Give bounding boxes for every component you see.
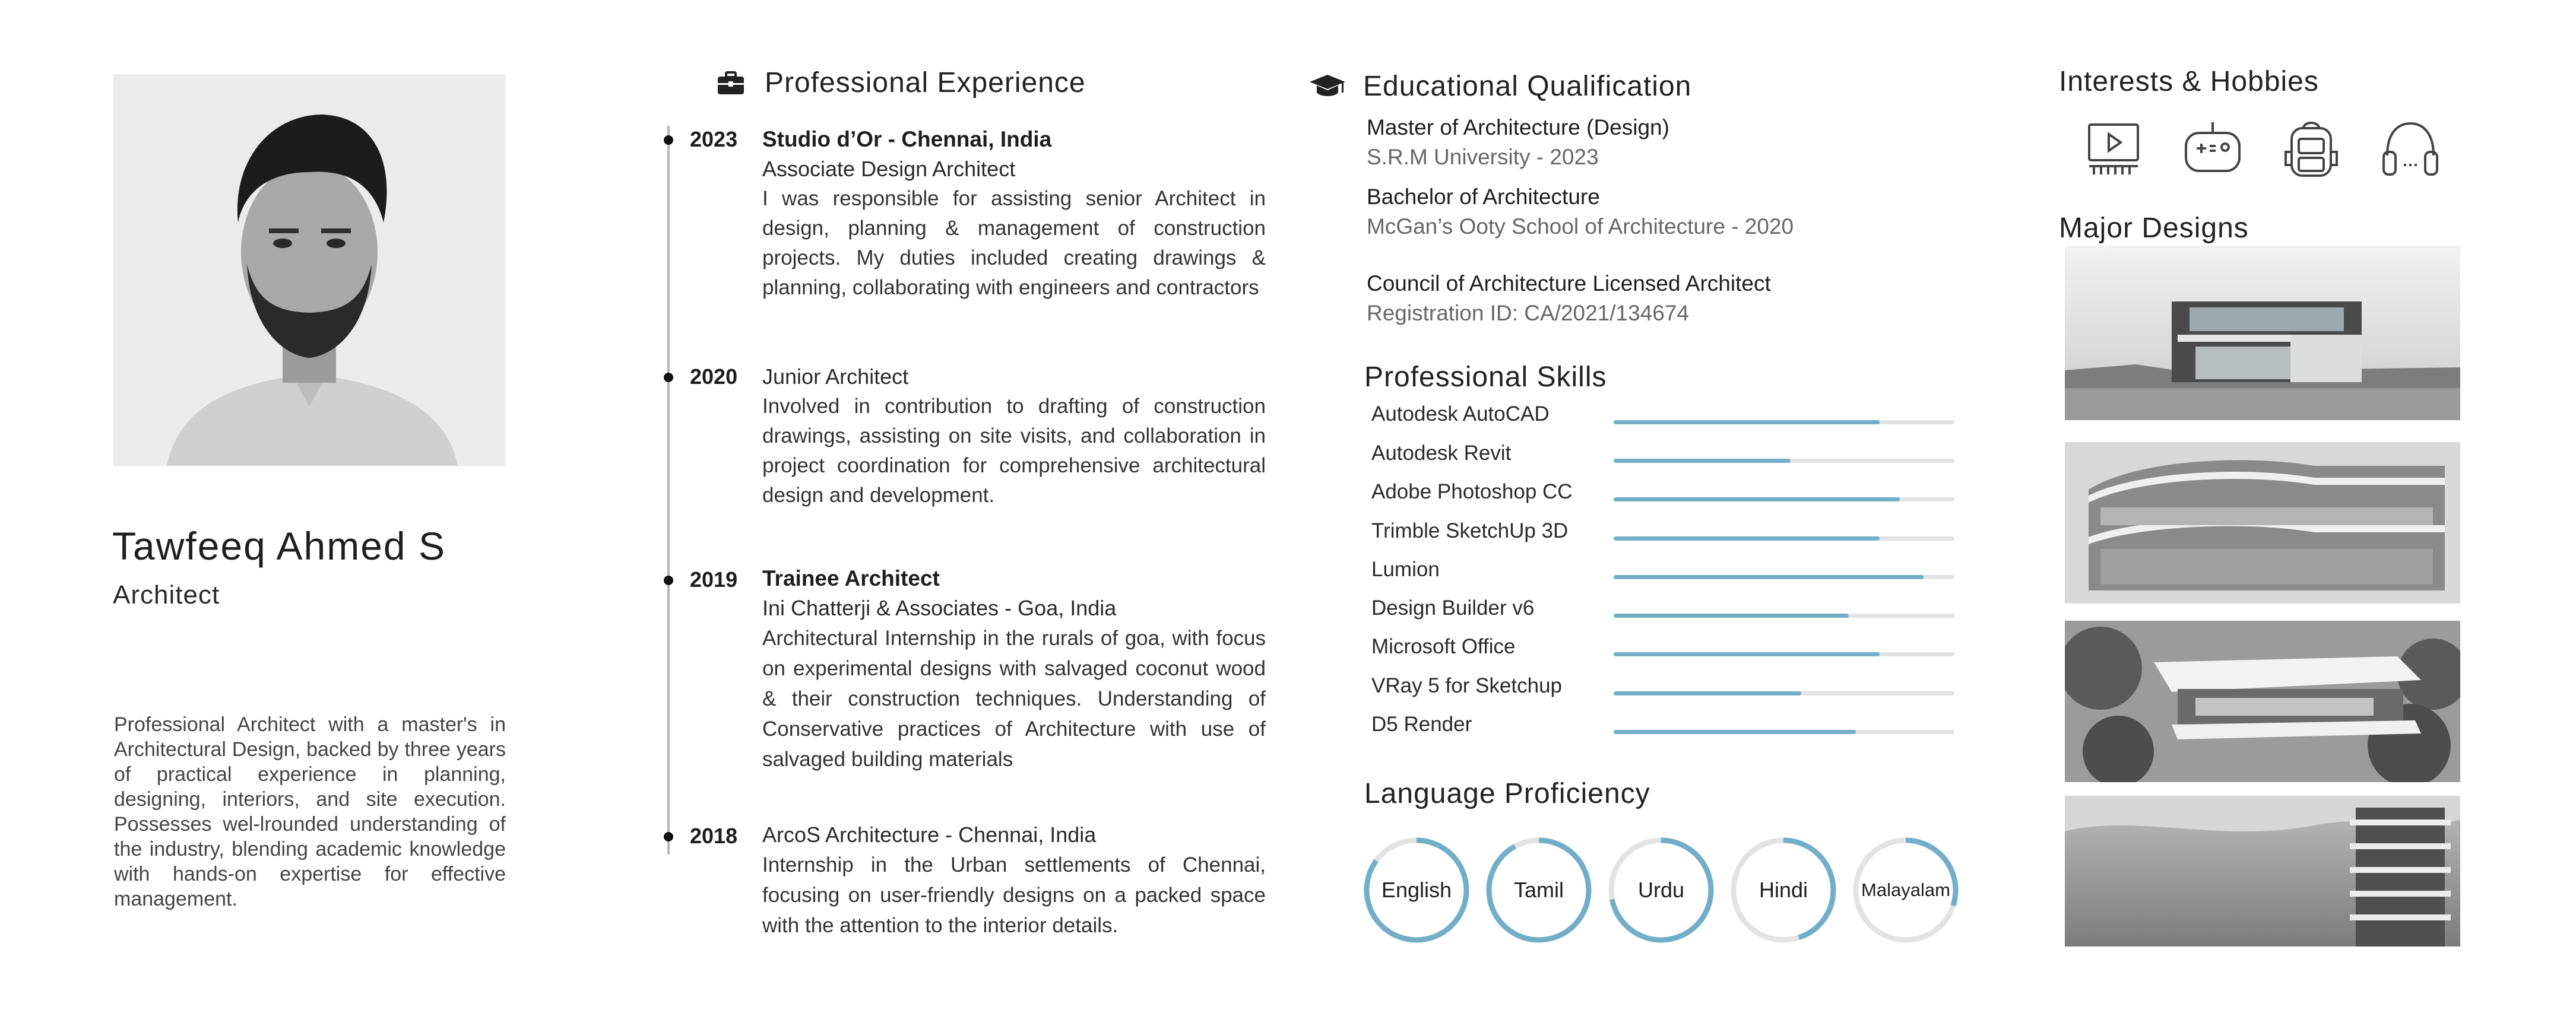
video-editing-icon xyxy=(2081,116,2146,182)
language-ring xyxy=(1363,837,1470,944)
experience-company: ArcoS Architecture - Chennai, India xyxy=(762,822,1097,847)
timeline-year: 2020 xyxy=(690,364,738,389)
language-name: English xyxy=(1381,878,1452,902)
language-ring xyxy=(1608,837,1715,944)
skills-title: Professional Skills xyxy=(1364,361,1607,393)
language-name: Malayalam xyxy=(1861,879,1950,900)
design-image-tower xyxy=(2065,796,2460,947)
skill-bar-fill xyxy=(1614,575,1924,579)
person-portrait-icon xyxy=(113,74,505,466)
skill-label: Adobe Photoshop CC xyxy=(1371,480,1573,503)
skill-label: D5 Render xyxy=(1371,713,1472,736)
skill-label: Autodesk AutoCAD xyxy=(1371,402,1550,425)
timeline-dot xyxy=(664,576,673,585)
skill-label: Autodesk Revit xyxy=(1371,442,1512,465)
design-image-institution xyxy=(2065,621,2460,782)
skill-bar-fill xyxy=(1614,652,1880,656)
skill-bar xyxy=(1614,691,1954,695)
experience-description: I was responsible for assisting senior Architect in design, planning & management of construction projects. My duties included creating drawings & planning, collaborating with engineers and contractors xyxy=(762,187,1266,299)
education-title: Educational Qualification xyxy=(1363,71,1692,102)
skill-bar xyxy=(1614,420,1954,424)
skill-label: VRay 5 for Sketchup xyxy=(1371,674,1562,697)
license-id: Registration ID: CA/2021/134674 xyxy=(1367,301,1690,325)
skill-bar-fill xyxy=(1614,730,1856,734)
designs-title: Major Designs xyxy=(2059,212,2249,244)
skill-bar xyxy=(1614,730,1954,734)
education-item xyxy=(1367,113,1669,172)
timeline-year: 2019 xyxy=(690,567,738,592)
graduation-cap-icon xyxy=(1308,74,1346,103)
experience-position: Associate Design Architect xyxy=(762,157,1016,181)
experience-company: Studio d’Or - Chennai, India xyxy=(762,127,1052,151)
skill-label: Trimble SketchUp 3D xyxy=(1371,519,1569,542)
language-ring xyxy=(1852,837,1959,944)
education-institution: McGan’s Ooty School of Architecture - 2020 xyxy=(1367,214,1794,239)
skill-bar xyxy=(1614,459,1954,463)
experience-entry xyxy=(762,564,1266,774)
experience-entry xyxy=(762,125,1266,303)
experience-company: Ini Chatterji & Associates - Goa, India xyxy=(762,596,1117,620)
experience-position: Junior Architect xyxy=(762,364,909,389)
education-item xyxy=(1367,182,1794,242)
education-institution: S.R.M University - 2023 xyxy=(1367,145,1599,169)
skill-bar-fill xyxy=(1614,691,1801,695)
skill-bar xyxy=(1614,536,1954,541)
experience-entry xyxy=(762,362,1266,510)
language-name: Urdu xyxy=(1637,878,1685,902)
timeline-dot xyxy=(664,135,673,145)
skill-bar-fill xyxy=(1614,459,1791,463)
gamepad-icon xyxy=(2180,116,2245,182)
timeline-year: 2023 xyxy=(690,127,738,151)
experience-description: Internship in the Urban settlements of Chennai, focusing on user-friendly designs on a packed space with the attention to the interior details. xyxy=(762,853,1266,937)
languages-title: Language Proficiency xyxy=(1364,778,1650,809)
language-ring xyxy=(1730,837,1837,944)
experience-description: Architectural Internship in the rurals of goa, with focus on experimental designs with salvaged coconut wood & their construction techniques. Understanding of Conservative practices of Architecture with use of salvaged building materials xyxy=(762,627,1266,771)
language-name: Tamil xyxy=(1513,878,1564,902)
education-degree: Bachelor of Architecture xyxy=(1367,185,1600,209)
profile-name: Tawfeeq Ahmed S xyxy=(112,524,446,568)
profile-role: Architect xyxy=(113,580,220,609)
language-ring xyxy=(1485,837,1592,944)
education-degree: Master of Architecture (Design) xyxy=(1367,115,1669,139)
design-image-villa xyxy=(2065,246,2460,420)
experience-position: Trainee Architect xyxy=(762,566,940,590)
headphones-icon xyxy=(2378,116,2443,182)
design-image-curved-house xyxy=(2065,442,2460,604)
skill-label: Design Builder v6 xyxy=(1371,596,1535,620)
timeline-dot xyxy=(664,832,673,841)
skill-bar xyxy=(1614,652,1954,656)
experience-entry xyxy=(762,820,1266,941)
skill-bar xyxy=(1614,575,1954,579)
license-title: Council of Architecture Licensed Architect xyxy=(1367,271,1771,296)
skill-bar-fill xyxy=(1614,536,1880,541)
skill-bar xyxy=(1614,614,1954,618)
profile-photo xyxy=(113,74,505,466)
briefcase-icon xyxy=(717,71,744,98)
timeline-line xyxy=(667,126,670,855)
skill-bar-fill xyxy=(1614,420,1880,424)
skill-label: Microsoft Office xyxy=(1371,635,1516,658)
skill-bar xyxy=(1614,497,1954,501)
experience-description: Involved in contribution to drafting of construction drawings, assisting on site visits, and collaboration in project coordination for comprehensive architectural design and development. xyxy=(762,395,1266,507)
education-item xyxy=(1367,269,1771,328)
timeline-year: 2018 xyxy=(690,824,738,848)
skill-bar-fill xyxy=(1614,497,1900,501)
language-name: Hindi xyxy=(1758,878,1808,902)
timeline-dot xyxy=(664,373,673,382)
skill-bar-fill xyxy=(1614,614,1849,618)
backpack-icon xyxy=(2279,116,2344,182)
profile-bio: Professional Architect with a master's in Architectural Design, backed by three years of practical experience in planning, designing, interiors, and site execution. Possesses wel-lrounded understanding of the industry, blending academic knowledge with hands-on expertise for effective management. xyxy=(114,713,506,910)
hobbies-title: Interests & Hobbies xyxy=(2059,66,2319,97)
experience-title: Professional Experience xyxy=(765,67,1086,99)
skill-label: Lumion xyxy=(1371,558,1440,581)
